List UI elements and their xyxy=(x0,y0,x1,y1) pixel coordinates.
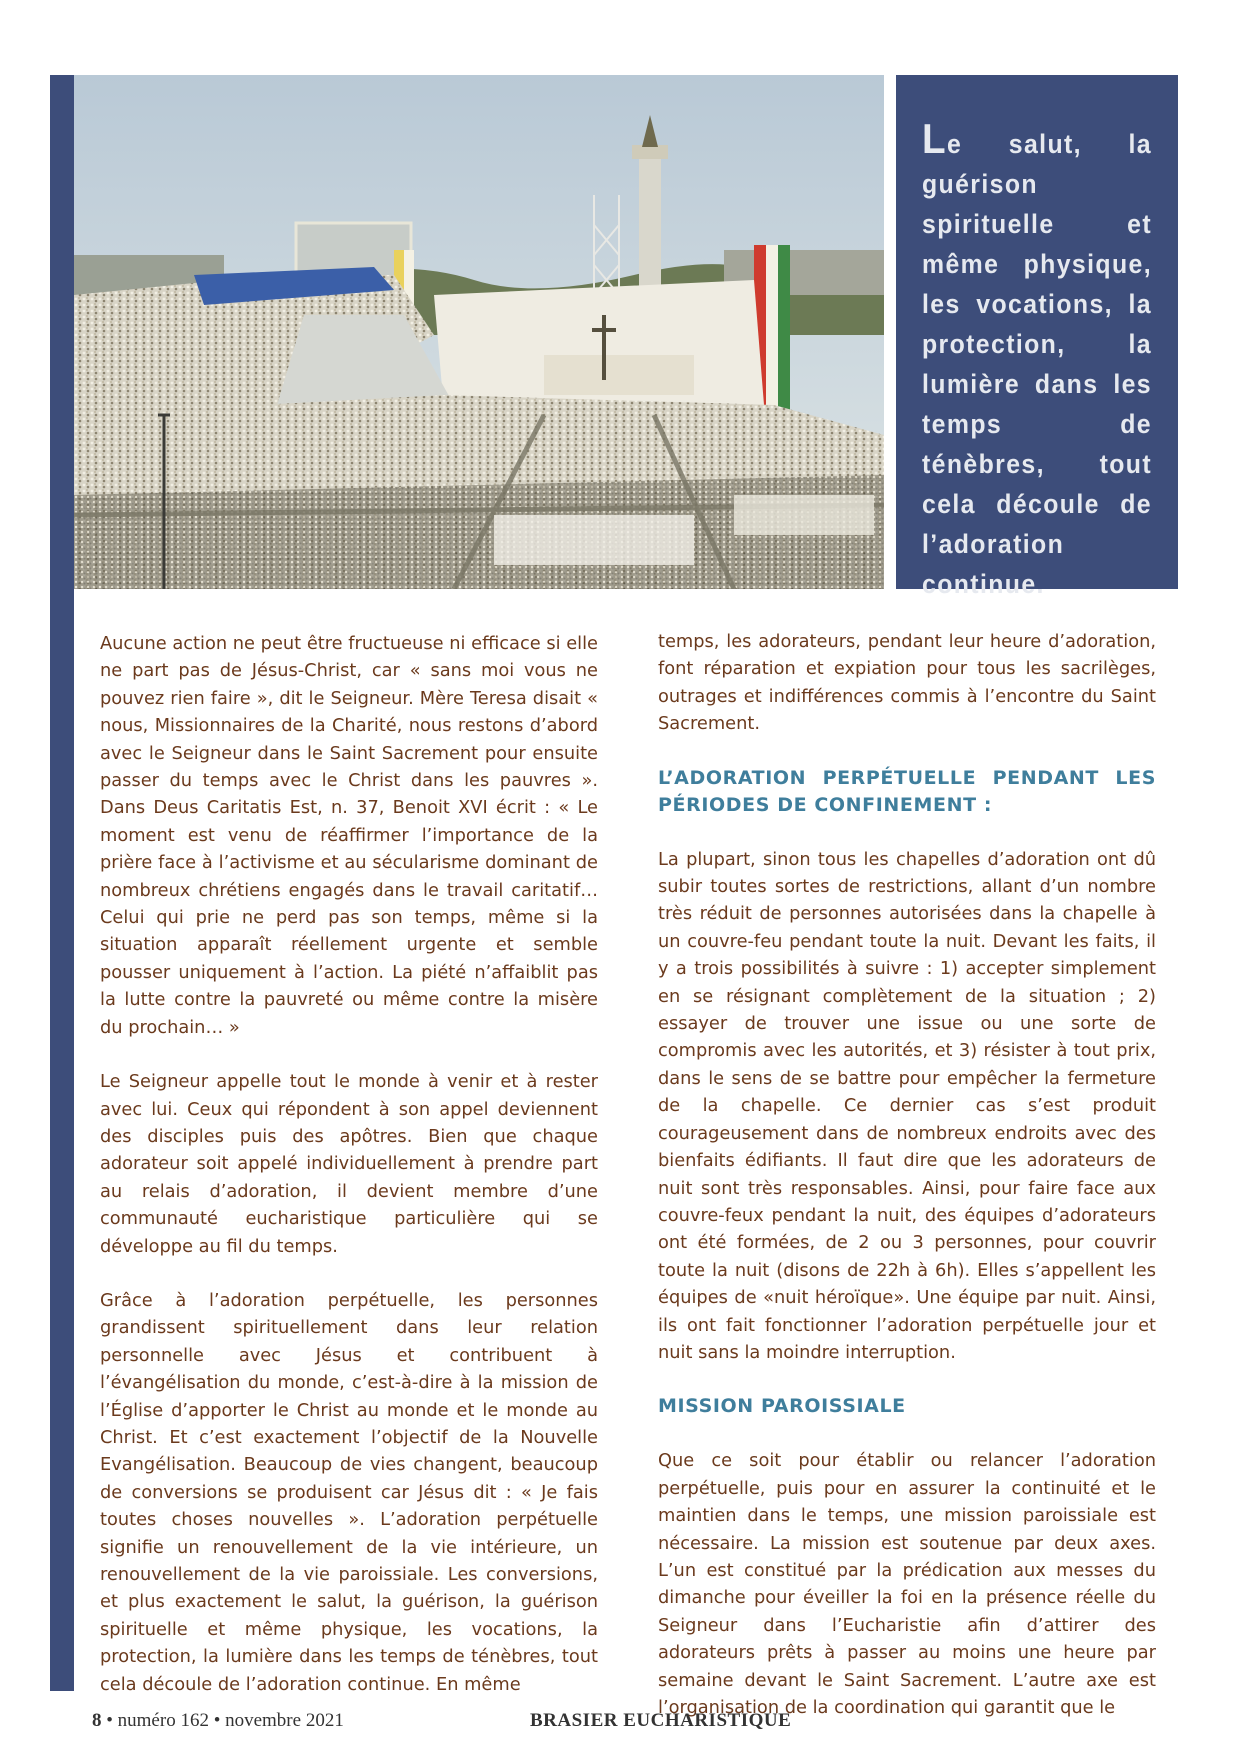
pull-quote-box xyxy=(896,75,1178,599)
issue-info: • numéro 162 • novembre 2021 xyxy=(101,1710,344,1731)
column-left xyxy=(100,630,598,1725)
left-accent-bar xyxy=(50,75,74,1691)
paragraph-call: Le Seigneur appelle tout le monde à venir et à rester avec lui. Ceux qui répondent à son appel deviennent des disciples puis des apôtres. Bien que chaque adorateur soit appelé individuellement à prendre part au relais d’adoration, il devient membre d’une communauté eucharistique particulière qui se développe au fil du temps. xyxy=(100,1071,598,1257)
page-footer xyxy=(92,1710,892,1732)
heading-confinement: L’ADORATION PERPÉTUELLE PENDANT LES PÉRIODES DE CONFINEMENT : xyxy=(658,766,1156,816)
magazine-title: BRASIER EUCHARISTIQUE xyxy=(530,1710,792,1731)
column-right xyxy=(658,628,1156,1748)
paragraph-intro: Aucune action ne peut être fructueuse ni efficace si elle ne part pas de Jésus-Christ, car « sans moi vous ne pouvez rien faire », dit le Seigneur. Mère Teresa disait « nous, Missionnaires de la Charité, nous restons d’abord avec le Seigneur dans le Saint Sacrement pour ensuite passer du temps avec le Christ dans les pauvres ». Dans Deus Caritatis Est, n. 37, Benoit XVI écrit : « Le moment est venu de réaffirmer l’importance de la prière face à l’activisme et au sécularisme dominant de nombreux chrétiens engagés dans le travail caritatif… Celui qui prie ne perd pas son temps, même si la situation apparaît réellement urgente et semble pousser uniquement à l’action. La piété n’affaiblit pas la lutte contre la pauvreté ou même contre la misère du prochain… » xyxy=(100,633,598,1038)
paragraph-continuation: temps, les adorateurs, pendant leur heure d’adoration, font réparation et expiation pour tous les sacrilèges, outrages et indifférences commis à l’encontre du Saint Sacrement. xyxy=(658,631,1156,735)
drop-cap: L xyxy=(922,115,947,162)
paragraph-growth: Grâce à l’adoration perpétuelle, les personnes grandissent spirituellement dans leur relation personnelle avec Jésus et contribuent à l’évangélisation du monde, c’est-à-dire à la mission de l’Église d’apporter le Christ au monde et le monde au Christ. Et c’est exactement l’objectif de la Nouvelle Evangélisation. Beaucoup de vies changent, beaucoup de conversions se produisent car Jésus dit : « Je fais toutes choses nouvelles ». L’adoration perpétuelle signifie un renouvellement de la vie intérieure, un renouvellement de la vie paroissiale. Les conversions, et plus exactement le salut, la guérison, la guérison spirituelle et même physique, les vocations, la protection, la lumière dans les temps de ténèbres, tout cela découle de l’adoration continue. En même xyxy=(100,1289,598,1695)
paragraph-mission: Que ce soit pour établir ou relancer l’adoration perpétuelle, puis pour en assurer la continuité et le maintien dans le temps, une mission paroissiale est nécessaire. La mission est soutenue par deux axes. L’un est constitué par la prédication aux messes du dimanche pour éveiller la foi en la présence réelle du Seigneur dans l’Eucharistie afin d’attirer des adorateurs prêts à passer au moins une heure par semaine devant le Saint Sacrement. L’autre axe est l’organisation de la coordination qui garantit que le xyxy=(658,1450,1156,1718)
paragraph-confinement: La plupart, sinon tous les chapelles d’adoration ont dû subir toutes sortes de restrictions, allant d’un nombre très réduit de personnes autorisées dans la chapelle à un couvre-feu pendant toute la nuit. Devant les faits, il y a trois possibilités à suivre : 1) accepter simplement en se résignant complètement de la situation ; 2) essayer de trouver une issue ou une sorte de compromis avec les autorités, et 3) résister à tout prix, dans le sens de se battre pour empêcher la fermeture de la chapelle. Ce dernier cas s’est produit courageusement dans de nombreux endroits avec des bienfaits édifiants. Il faut dire que les adorateurs de nuit sont très responsables. Ainsi, pour faire face aux couvre-feux pendant la nuit, des équipes d’adorateurs ont été formées, de 2 ou 3 personnes, pour couvrir toute la nuit (disons de 22h à 6h). Elles s’appellent les équipes de «nuit héroïque». Une équipe par nuit. Ainsi, ils ont fait fonctionner l’adoration perpétuelle jour et nuit sans la moindre interruption. xyxy=(658,848,1156,1363)
photo-mass-crowd xyxy=(74,75,884,589)
pull-quote xyxy=(922,115,1152,604)
heading-mission: MISSION PAROISSIALE xyxy=(658,1395,906,1418)
page-number: 8 xyxy=(92,1710,102,1731)
pull-quote-text: e salut, la guérison spirituelle et même physique, les vocations, la protection, la lumière dans les temps de ténèbres, tout cela découle de l’adoration continue. xyxy=(922,129,1152,599)
